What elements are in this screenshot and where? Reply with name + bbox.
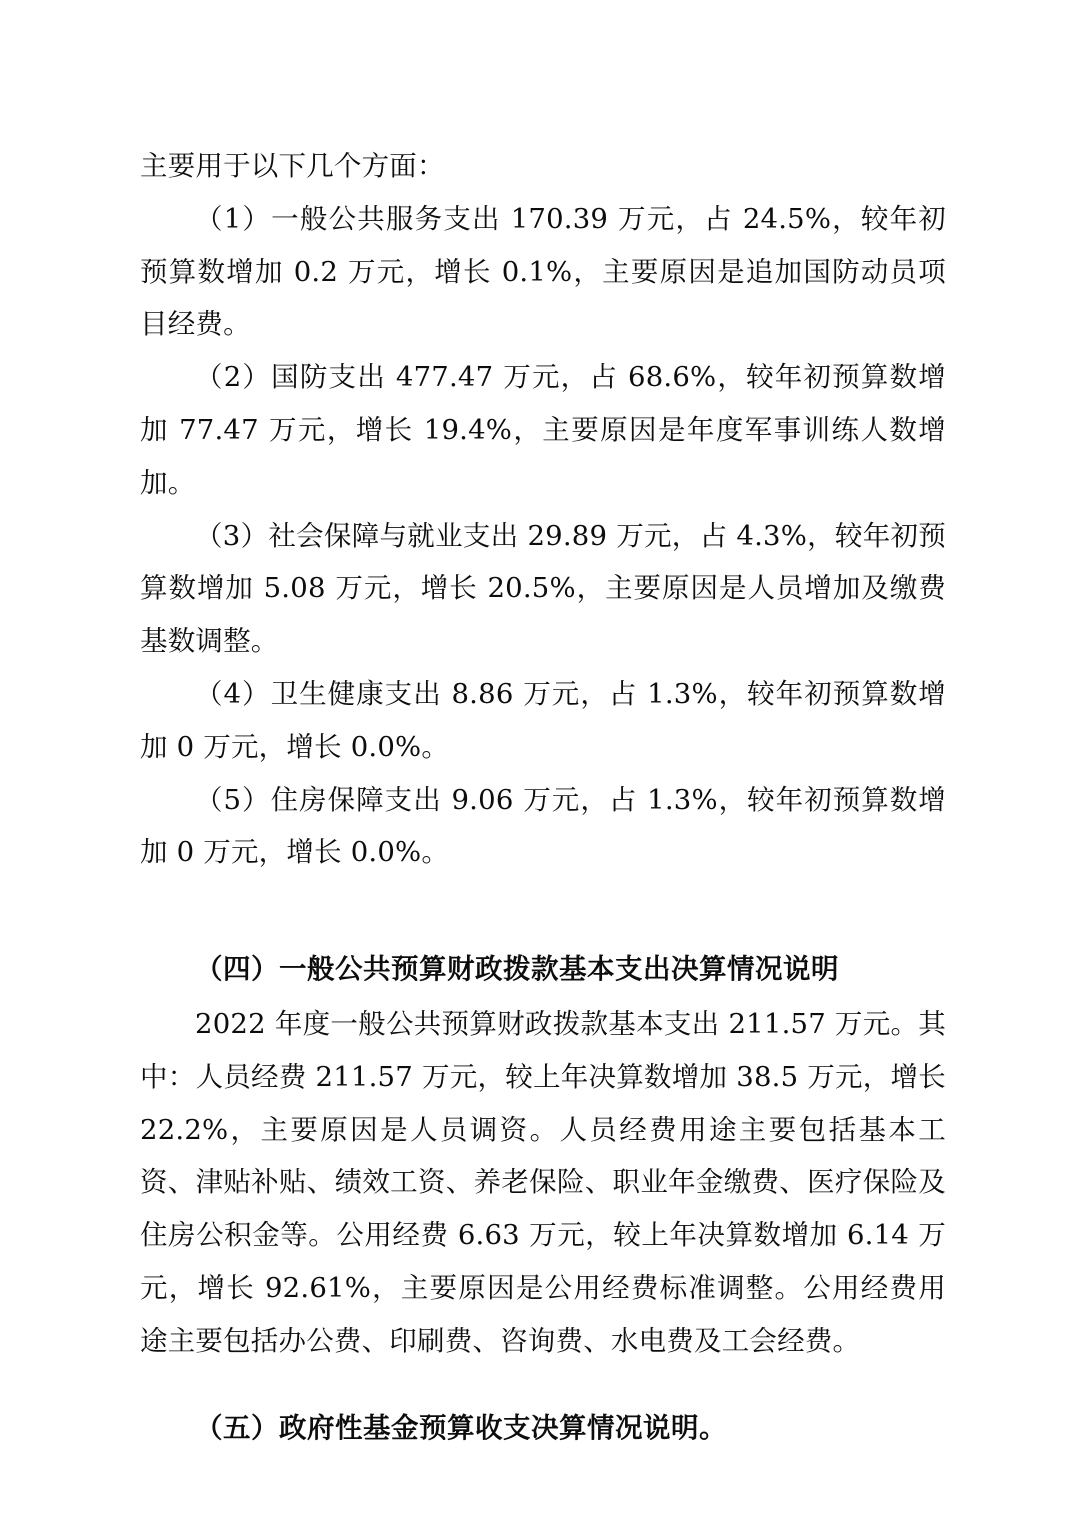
document-body [140, 140, 946, 1454]
section-heading-four: （四）一般公共预算财政拨款基本支出决算情况说明 [195, 953, 839, 986]
paragraph-item-3: （3）社会保障与就业支出 29.89 万元，占 4.3%，较年初预算数增加 5.08 万元，增长 20.5%，主要原因是人员增加及缴费基数调整。 [140, 519, 946, 658]
paragraph-item-4: （4）卫生健康支出 8.86 万元，占 1.3%，较年初预算数增加 0 万元，增长 0.0%。 [140, 677, 946, 763]
paragraph-item-1: （1）一般公共服务支出 170.39 万元，占 24.5%，较年初预算数增加 0.2 万元，增长 0.1%，主要原因是追加国防动员项目经费。 [140, 202, 946, 341]
section-heading-five: （五）政府性基金预算收支决算情况说明。 [195, 1411, 727, 1444]
paragraph-item-5: （5）住房保障支出 9.06 万元，占 1.3%，较年初预算数增加 0 万元，增长 0.0%。 [140, 783, 946, 869]
paragraph-item-2: （2）国防支出 477.47 万元，占 68.6%，较年初预算数增加 77.47 万元，增长 19.4%，主要原因是年度军事训练人数增加。 [140, 361, 946, 499]
section-spacer [140, 879, 946, 909]
paragraph-intro: 主要用于以下几个方面： [140, 150, 445, 182]
paragraph-section-four-body: 2022 年度一般公共预算财政拨款基本支出 211.57 万元。其中：人员经费 211.57 万元，较上年决算数增加 38.5 万元，增长 22.2%，主要原因是人员调资。人员经费用途主要包括基本工资、津贴补贴、绩效工资、养老保险、职业年金缴费、医疗保险及住房公积金等。公用经费 6.63 万元，较上年决算数增加 6.14 万元，增长 92.61%，主要原因是公用经费标准调整。公用经费用途主要包括办公费、印刷费、咨询费、水电费及工会经费。 [140, 1007, 946, 1357]
